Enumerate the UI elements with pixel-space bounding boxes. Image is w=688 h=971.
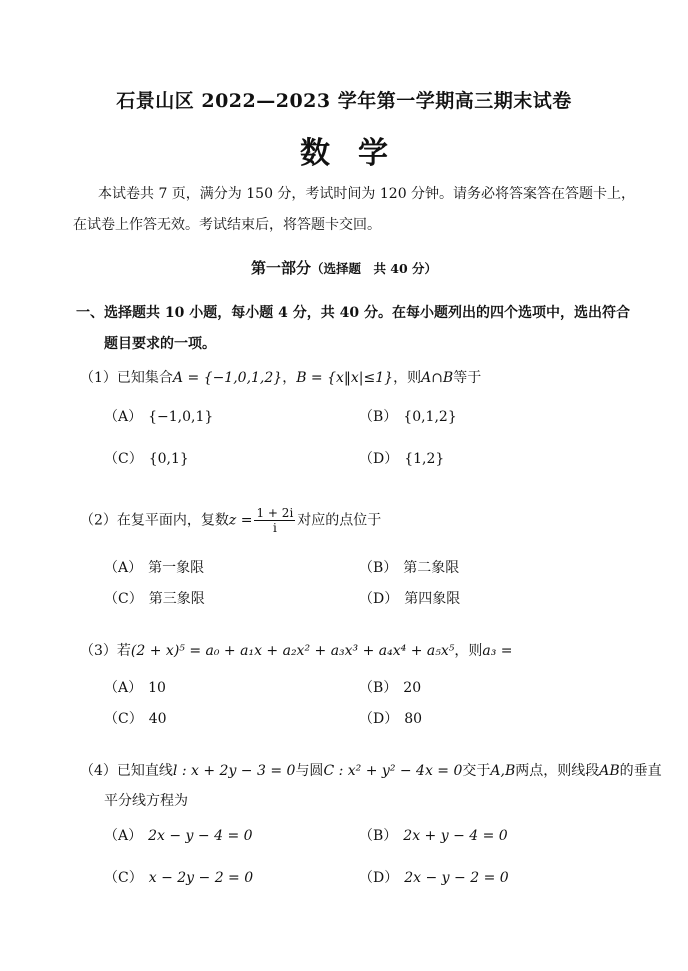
q3-option-d[interactable]: （D） 80 xyxy=(359,711,423,727)
q2-option-c[interactable]: （C） 第三象限 xyxy=(104,591,205,607)
intro-line-2: 在试卷上作答无效。考试结束后，将答题卡交回。 xyxy=(73,217,381,233)
q1-option-c[interactable]: （C） {0,1} xyxy=(104,451,189,467)
q2-option-d[interactable]: （D） 第四象限 xyxy=(359,591,461,607)
intro-line-1: 本试卷共 7 页，满分为 150 分，考试时间为 120 分钟。请务必将答案答在答题卡上， xyxy=(98,186,636,202)
q2-denominator: i xyxy=(272,521,277,535)
q3-expansion: (2 + x)⁵ = a₀ + a₁x + a₂x² + a₃x³ + a₄x⁴ + a₅x⁵ xyxy=(130,643,455,659)
q1-intersection: A∩B xyxy=(421,370,454,386)
q4-text-a: （4）已知直线 xyxy=(80,763,173,779)
q4-line-eq: l : x + 2y − 3 = 0 xyxy=(172,763,296,779)
question-4-stem xyxy=(80,760,662,780)
q1-text-b: ，则 xyxy=(393,370,422,386)
q2-numerator: 1 + 2i xyxy=(256,506,294,520)
q3-option-a[interactable]: （A） 10 xyxy=(104,680,166,696)
q1-option-a[interactable]: （A） {−1,0,1} xyxy=(104,409,214,425)
q1-text-a: （1）已知集合 xyxy=(80,370,173,386)
exam-title: 石景山区 2022—2023 学年第一学期高三期末试卷 xyxy=(116,90,572,112)
q3-text-b: ，则 xyxy=(454,643,483,659)
q4-points: A,B xyxy=(490,763,516,779)
section-instructions-line-2: 题目要求的一项。 xyxy=(104,336,216,352)
question-1-stem xyxy=(80,367,481,387)
q4-text-e: 的垂直 xyxy=(619,763,662,779)
question-4-stem-line-2: 平分线方程为 xyxy=(104,793,188,809)
q3-option-c[interactable]: （C） 40 xyxy=(104,711,167,727)
q3-option-b[interactable]: （B） 20 xyxy=(359,680,422,696)
q1-option-b[interactable]: （B） {0,1,2} xyxy=(359,409,457,425)
q1-set-b: B = {x‖x|≤1} xyxy=(296,370,394,386)
q2-option-a[interactable]: （A） 第一象限 xyxy=(104,560,205,576)
q2-text-a: （2）在复平面内，复数 xyxy=(80,512,229,529)
q1-comma: ， xyxy=(282,370,297,386)
subject-heading: 数学 xyxy=(300,136,416,171)
q2-fraction xyxy=(254,506,295,535)
part-one-title: 第一部分 xyxy=(250,259,311,277)
part-one-subtitle: （选择题 共 40 分） xyxy=(310,261,438,276)
q4-text-b: 与圆 xyxy=(295,763,324,779)
q4-text-d: 两点，则线段 xyxy=(515,763,600,779)
q4-option-b[interactable]: （B） 2x + y − 4 = 0 xyxy=(359,828,508,844)
q1-option-d[interactable]: （D） {1,2} xyxy=(359,451,445,467)
q4-circle-eq: C : x² + y² − 4x = 0 xyxy=(323,763,463,779)
question-2-stem xyxy=(80,506,381,535)
question-3-stem xyxy=(80,640,513,660)
q4-option-a[interactable]: （A） 2x − y − 4 = 0 xyxy=(104,828,253,844)
q3-target: a₃ = xyxy=(482,643,513,659)
section-instructions-line-1: 一、选择题共 10 小题，每小题 4 分，共 40 分。在每小题列出的四个选项中，选出符合 xyxy=(76,305,630,321)
q2-option-b[interactable]: （B） 第二象限 xyxy=(359,560,460,576)
q4-text-c: 交于 xyxy=(462,763,491,779)
q1-set-a: A = {−1,0,1,2} xyxy=(172,370,283,386)
q2-text-b: 对应的点位于 xyxy=(297,512,382,529)
q1-text-c: 等于 xyxy=(453,370,482,386)
q3-text-a: （3）若 xyxy=(80,643,131,659)
q4-option-c[interactable]: （C） x − 2y − 2 = 0 xyxy=(104,870,254,886)
q4-option-d[interactable]: （D） 2x − y − 2 = 0 xyxy=(359,870,509,886)
q4-segment: AB xyxy=(599,763,620,779)
part-one-heading xyxy=(0,257,688,278)
q2-var-z: z = xyxy=(228,512,253,529)
